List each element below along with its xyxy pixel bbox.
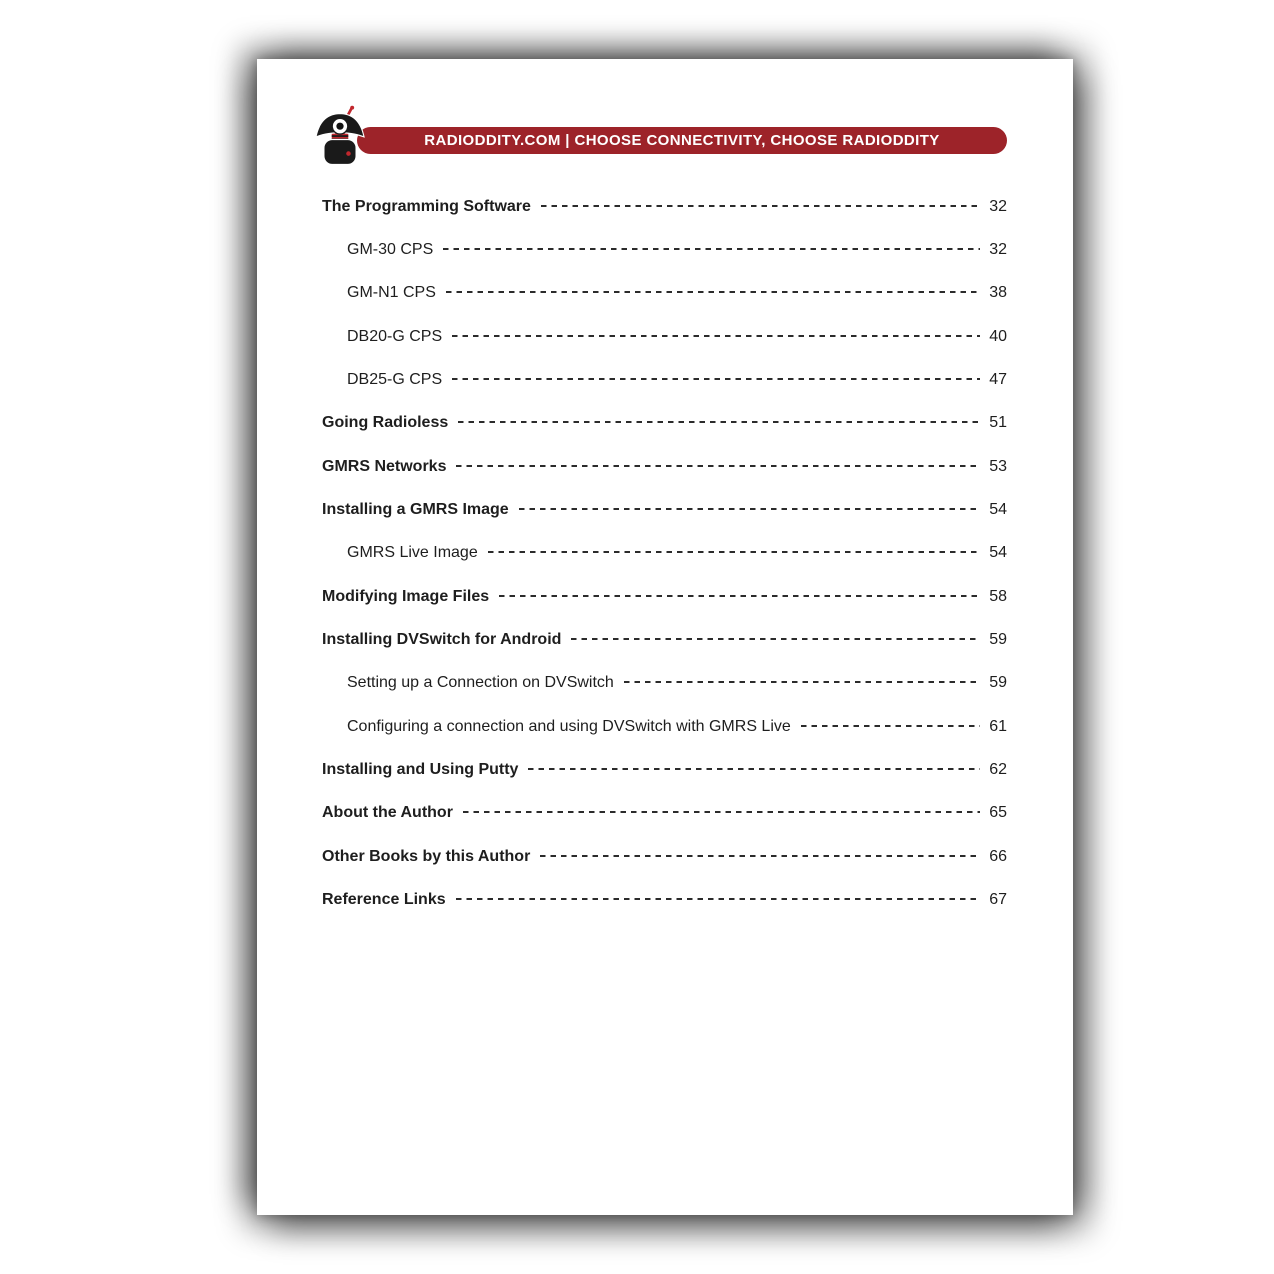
toc-entry-page-number: 66 xyxy=(989,847,1007,865)
toc-entry[interactable] xyxy=(322,402,1007,445)
robot-head xyxy=(317,114,364,136)
toc-entry-page-number: 38 xyxy=(989,284,1007,302)
dotted-leader xyxy=(528,768,980,770)
toc-entry-page-number: 65 xyxy=(989,804,1007,822)
toc-entry[interactable] xyxy=(322,358,1007,401)
toc-entry-page-number: 40 xyxy=(989,327,1007,345)
dotted-leader xyxy=(499,595,980,597)
robot-body xyxy=(325,140,356,164)
dotted-leader xyxy=(624,681,980,683)
toc-entry-label: GM-30 CPS xyxy=(347,241,434,259)
dotted-leader xyxy=(452,378,980,380)
toc-entry-label: GMRS Networks xyxy=(322,457,447,475)
dotted-leader xyxy=(571,638,980,640)
toc-entry-page-number: 54 xyxy=(989,544,1007,562)
header-banner-text: RADIODDITY.COM | CHOOSE CONNECTIVITY, CHOOSE RADIODDITY xyxy=(424,132,940,149)
toc-entry-label: Other Books by this Author xyxy=(322,847,531,865)
toc-entry-label: GM-N1 CPS xyxy=(347,284,436,302)
dotted-leader xyxy=(519,508,981,510)
toc-entry[interactable] xyxy=(322,488,1007,531)
dotted-leader xyxy=(446,291,980,293)
toc-entry-label: About the Author xyxy=(322,804,453,822)
document-page xyxy=(257,59,1073,1215)
dotted-leader xyxy=(463,811,980,813)
toc-list xyxy=(322,185,1007,922)
toc-entry-label: Installing and Using Putty xyxy=(322,761,519,779)
toc-entry[interactable] xyxy=(322,185,1007,228)
toc-entry-label: The Programming Software xyxy=(322,197,531,215)
toc-entry[interactable] xyxy=(322,705,1007,748)
dotted-leader xyxy=(540,855,980,857)
toc-entry-page-number: 58 xyxy=(989,587,1007,605)
toc-entry[interactable] xyxy=(322,315,1007,358)
dotted-leader xyxy=(456,898,981,900)
toc-entry-label: Setting up a Connection on DVSwitch xyxy=(347,674,614,692)
toc-entry-label: GMRS Live Image xyxy=(347,544,478,562)
toc-entry[interactable] xyxy=(322,575,1007,618)
toc-entry[interactable] xyxy=(322,618,1007,661)
toc-entry[interactable] xyxy=(322,228,1007,271)
toc-entry-page-number: 53 xyxy=(989,457,1007,475)
toc-entry-label: DB25-G CPS xyxy=(347,371,443,389)
toc-entry-page-number: 32 xyxy=(989,197,1007,215)
toc-entry-page-number: 32 xyxy=(989,241,1007,259)
header-banner xyxy=(357,127,1007,154)
radioddity-robot-logo xyxy=(315,105,365,167)
toc-entry-label: DB20-G CPS xyxy=(347,327,443,345)
toc-entry[interactable] xyxy=(322,835,1007,878)
toc-entry-label: Modifying Image Files xyxy=(322,587,490,605)
page-header xyxy=(257,59,1073,189)
toc-entry-page-number: 61 xyxy=(989,717,1007,735)
toc-entry-page-number: 47 xyxy=(989,371,1007,389)
toc-entry[interactable] xyxy=(322,879,1007,922)
toc-entry-page-number: 59 xyxy=(989,631,1007,649)
toc-entry-label: Reference Links xyxy=(322,891,446,909)
toc-entry[interactable] xyxy=(322,662,1007,705)
toc-entry-page-number: 67 xyxy=(989,891,1007,909)
toc-entry[interactable] xyxy=(322,532,1007,575)
toc-entry-label: Installing DVSwitch for Android xyxy=(322,631,562,649)
toc-entry[interactable] xyxy=(322,792,1007,835)
toc-entry-label: Installing a GMRS Image xyxy=(322,501,509,519)
toc-entry[interactable] xyxy=(322,748,1007,791)
dotted-leader xyxy=(456,465,980,467)
dotted-leader xyxy=(443,248,980,250)
toc-entry-page-number: 54 xyxy=(989,501,1007,519)
table-of-contents xyxy=(322,185,1007,922)
toc-entry[interactable] xyxy=(322,445,1007,488)
dotted-leader xyxy=(458,421,980,423)
dotted-leader xyxy=(452,335,980,337)
toc-entry-page-number: 59 xyxy=(989,674,1007,692)
toc-entry-page-number: 62 xyxy=(989,761,1007,779)
toc-entry-page-number: 51 xyxy=(989,414,1007,432)
toc-entry[interactable] xyxy=(322,272,1007,315)
dotted-leader xyxy=(488,551,980,553)
dotted-leader xyxy=(541,205,980,207)
toc-entry-label: Configuring a connection and using DVSwitch with GMRS Live xyxy=(347,717,791,735)
dotted-leader xyxy=(801,725,980,727)
toc-entry-label: Going Radioless xyxy=(322,414,449,432)
